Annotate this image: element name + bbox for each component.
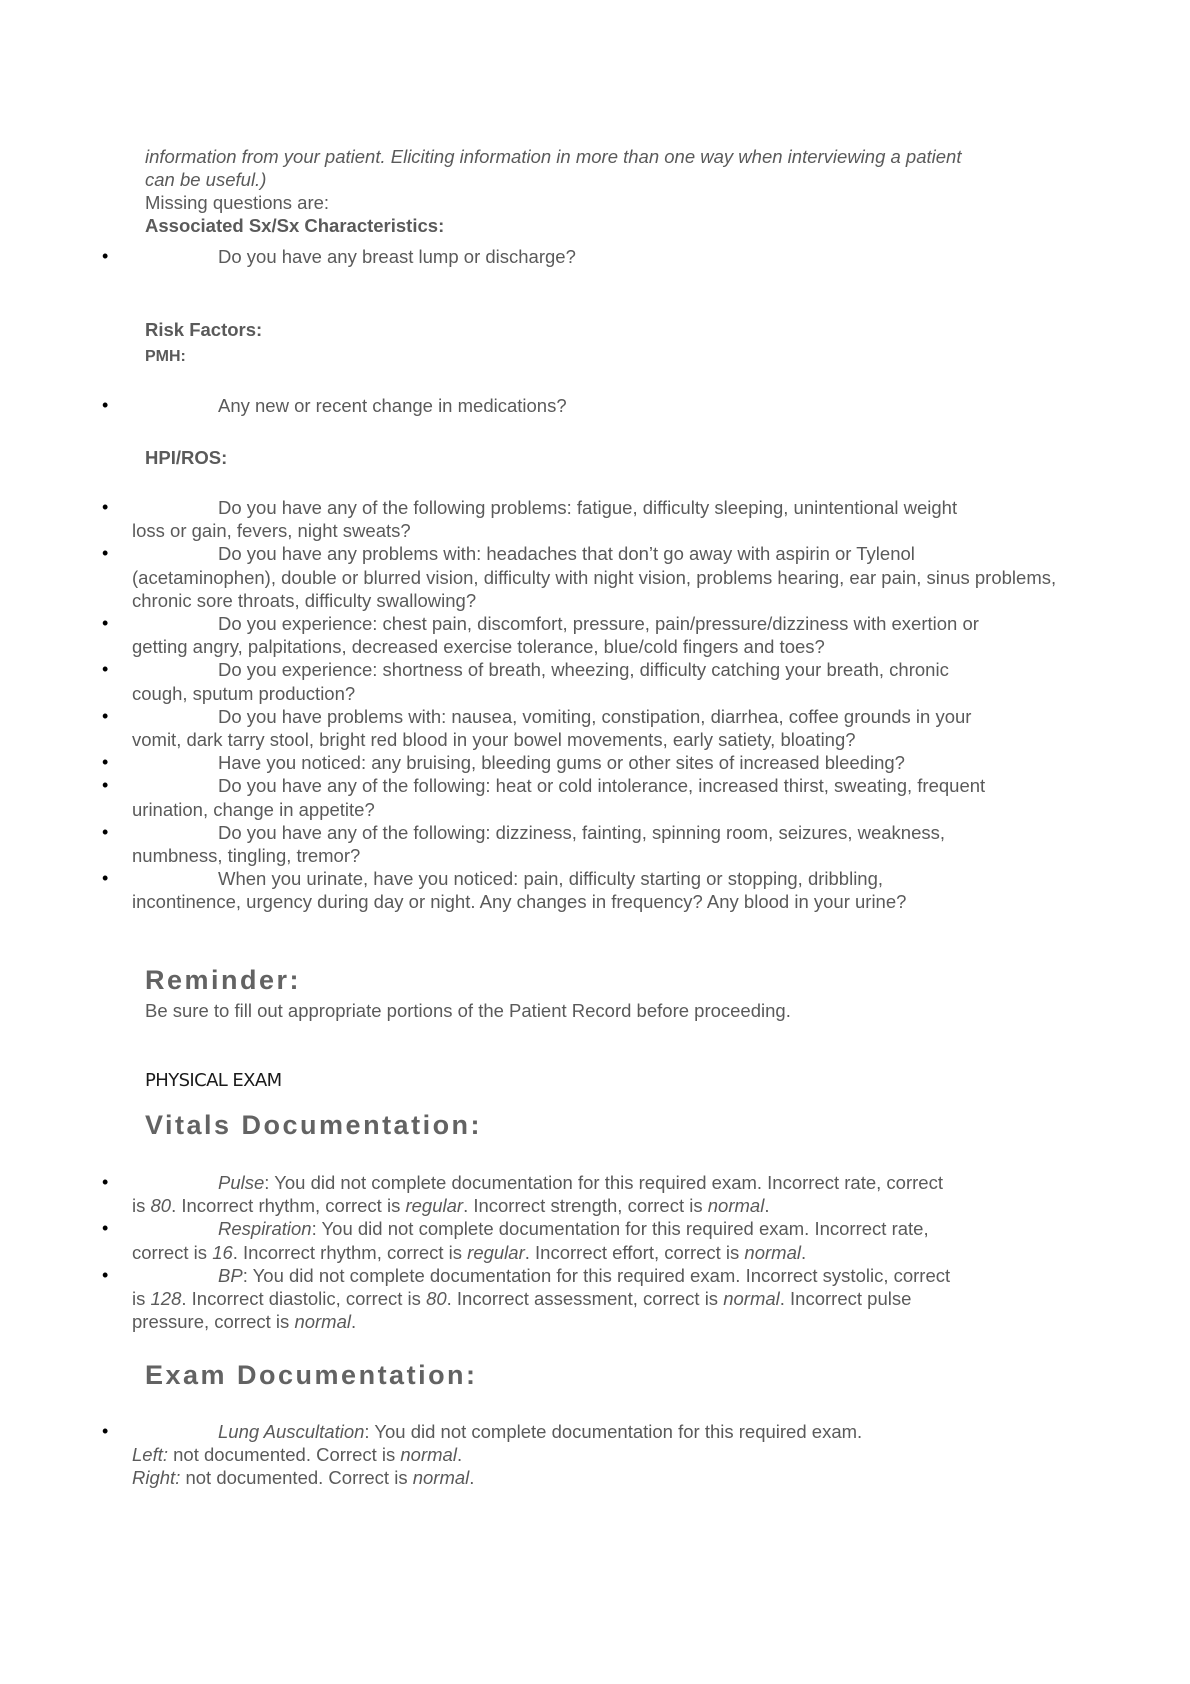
- intro-line-1: information from your patient. Eliciting information in more than one way when interviewing a patient: [145, 146, 962, 167]
- bullet-icon: •: [102, 752, 109, 773]
- vital-pulse: • Pulse: You did not complete documentation for this required exam. Incorrect rate, correct is 80. Incorrect rhythm, correct is regular. Incorrect strength, correct is normal.: [102, 1172, 943, 1217]
- exam-lung-auscultation: • Lung Auscultation: You did not complete documentation for this required exam. Left: not documented. Correct is normal. Right: not documented. Correct is normal.: [102, 1421, 863, 1489]
- bullet-icon: •: [102, 395, 109, 415]
- bullet-icon: •: [102, 543, 109, 564]
- pmh-list: [0, 394, 1190, 417]
- list-item: • Do you have any of the following: dizziness, fainting, spinning room, seizures, weakness, numbness, tingling, tremor?: [102, 821, 946, 867]
- bullet-icon: •: [102, 246, 109, 266]
- bullet-icon: •: [102, 868, 109, 889]
- pmh-heading: PMH:: [145, 348, 186, 365]
- list-item: • Do you experience: shortness of breath, wheezing, difficulty catching your breath, chronic cough, sputum production?: [102, 659, 949, 704]
- list-item: • Do you have any breast lump or discharge?: [102, 246, 576, 267]
- physical-exam-label: PHYSICAL EXAM: [145, 1070, 282, 1091]
- bullet-icon: •: [102, 775, 109, 796]
- list-item: • Do you have any of the following problems: fatigue, difficulty sleeping, unintentional weight loss or gain, fevers, night sweats?: [102, 497, 958, 542]
- vitals-heading: Vitals Documentation:: [145, 1110, 483, 1140]
- vitals-list: [0, 1171, 1190, 1333]
- bullet-icon: •: [102, 1264, 109, 1285]
- vital-respiration: • Respiration: You did not complete documentation for this required exam. Incorrect rate, correct is 16. Incorrect rhythm, correct is regular. Incorrect effort, correct is normal.: [102, 1218, 929, 1263]
- bullet-icon: •: [102, 497, 109, 517]
- intro-block: [145, 145, 1045, 237]
- risk-factors-heading: Risk Factors:: [145, 319, 263, 340]
- exam-list: [0, 1420, 1190, 1490]
- bullet-icon: •: [102, 705, 109, 726]
- bullet-icon: •: [102, 1218, 109, 1239]
- reminder-heading: Reminder:: [145, 965, 302, 995]
- hpi-ros-heading: HPI/ROS:: [145, 447, 228, 468]
- vital-bp: • BP: You did not complete documentation for this required exam. Incorrect systolic, correct is 128. Incorrect diastolic, correct is 80. Incorrect assessment, correct is normal. Incorrect pulse pressure, correct is normal.: [102, 1264, 951, 1333]
- bullet-icon: •: [102, 1421, 109, 1441]
- list-item: • Do you have any of the following: heat or cold intolerance, increased thirst, sweating, frequent urination, change in appetite?: [102, 775, 986, 820]
- list-item: • Any new or recent change in medications?: [102, 395, 567, 416]
- list-item: • When you urinate, have you noticed: pain, difficulty starting or stopping, dribbling, incontinence, urgency during day or night. Any changes in frequency? Any blood in your urine?: [102, 868, 907, 913]
- assoc-heading: Associated Sx/Sx Characteristics:: [145, 215, 445, 236]
- list-item: • Have you noticed: any bruising, bleeding gums or other sites of increased bleeding?: [102, 752, 905, 774]
- list-item: • Do you experience: chest pain, discomfort, pressure, pain/pressure/dizziness with exertion or getting angry, palpitations, decreased exercise tolerance, blue/cold fingers and toes?: [102, 613, 979, 658]
- reminder-text: Be sure to fill out appropriate portions of the Patient Record before proceeding.: [145, 1000, 791, 1021]
- bullet-icon: •: [102, 659, 109, 680]
- bullet-icon: •: [102, 1172, 109, 1192]
- exam-heading: Exam Documentation:: [145, 1360, 478, 1390]
- missing-questions-label: Missing questions are:: [145, 192, 330, 213]
- intro-line-2: can be useful.): [145, 169, 267, 190]
- hpi-list: [0, 496, 1190, 914]
- list-item: • Do you have problems with: nausea, vomiting, constipation, diarrhea, coffee grounds in your vomit, dark tarry stool, bright red blood in your bowel movements, early satiety, bloating?: [102, 705, 972, 751]
- list-item: • Do you have any problems with: headaches that don’t go away with aspirin or Tylenol (acetaminophen), double or blurred vision, difficulty with night vision, problems hearing, ear pain, sinus problems, chronic sore throats, difficulty swallowing?: [102, 543, 1057, 611]
- bullet-icon: •: [102, 613, 109, 634]
- bullet-icon: •: [102, 821, 109, 842]
- assoc-list: [0, 245, 1190, 268]
